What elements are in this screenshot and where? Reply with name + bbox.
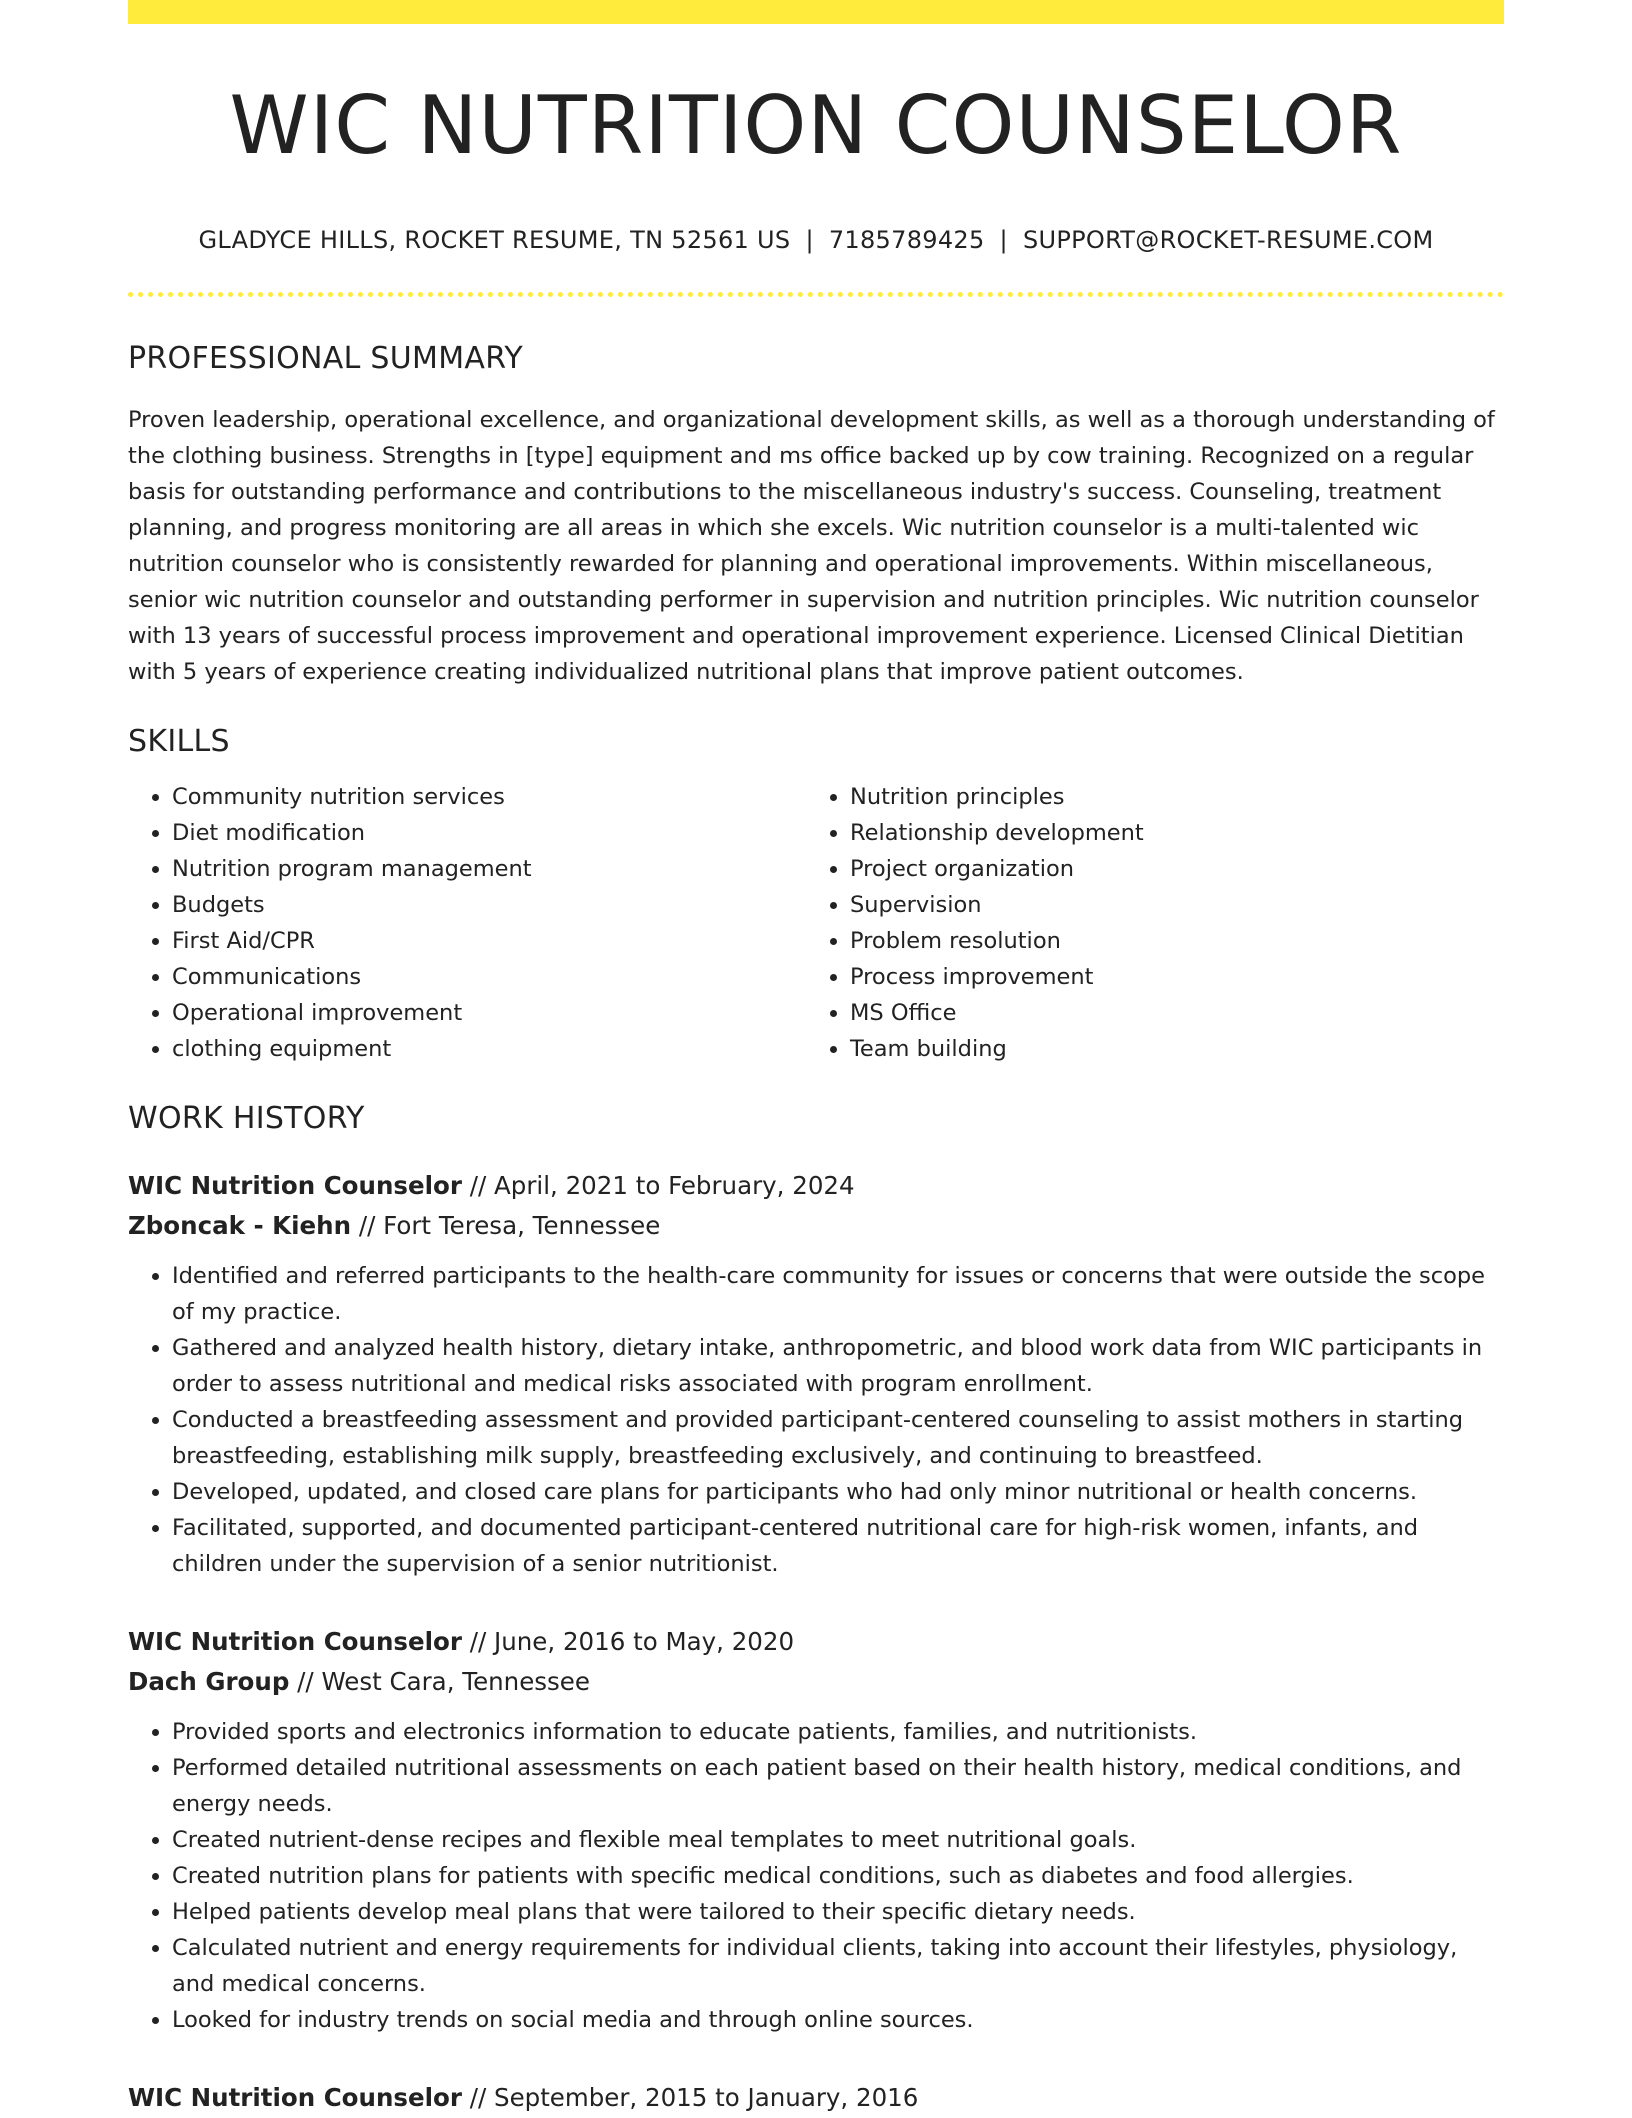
skill-item: • Nutrition program management — [172, 851, 806, 887]
job-separator: // — [461, 1627, 495, 1656]
job-bullet: • Created nutrient-dense recipes and flexible meal templates to meet nutritional goals. — [172, 1822, 1504, 1858]
skill-item: • Nutrition principles — [850, 779, 1484, 815]
job-location: West Cara, Tennessee — [321, 1667, 590, 1696]
job-title: WIC Nutrition Counselor — [128, 1171, 462, 1200]
summary-text: Proven leadership, operational excellence, and organizational development skills, as well as a thorough understanding of the clothing business. Strengths in [type] equipment and ms office backed up by cow training. Recognized on a regular basis for outstanding performance and contributions to the miscellaneous industry's success. Counseling, treatment planning, and progress monitoring are all areas in which she excels. Wic nutrition counselor is a multi-talented wic nutrition counselor who is consistently rewarded for planning and operational improvements. Within miscellaneous, senior wic nutrition counselor and outstanding performer in supervision and nutrition principles. Wic nutrition counselor with 13 years of successful process improvement and operational improvement experience. Licensed Clinical Dietitian with 5 years of experience creating individualized nutritional plans that improve patient outcomes. — [128, 407, 1495, 685]
contact-phone: 7185789425 — [828, 226, 985, 254]
job-bullet: • Facilitated, supported, and documented participant-centered nutritional care for high-risk women, infants, and children under the supervision of a senior nutritionist. — [172, 1510, 1504, 1582]
job-company: Zboncak - Kiehn — [128, 1211, 352, 1240]
job-entry — [128, 1166, 1504, 1582]
job-separator: // — [289, 1667, 322, 1696]
job-bullet: • Conducted a breastfeeding assessment and provided participant-centered counseling to assist mothers in starting breastfeeding, establishing milk supply, breastfeeding exclusively, and continuing to breastfeed. — [172, 1402, 1504, 1474]
work-history-list — [128, 1166, 1504, 2118]
skill-item: • clothing equipment — [172, 1031, 806, 1067]
job-bullets — [128, 1714, 1504, 2038]
job-bullet: • Gathered and analyzed health history, dietary intake, anthropometric, and blood work data from WIC participants in order to assess nutritional and medical risks associated with program enrollment. — [172, 1330, 1504, 1402]
job-bullet: • Provided sports and electronics information to educate patients, families, and nutritionists. — [172, 1714, 1504, 1750]
job-bullet: • Looked for industry trends on social media and through online sources. — [172, 2002, 1504, 2038]
skill-item: • Operational improvement — [172, 995, 806, 1031]
skill-item: • MS Office — [850, 995, 1484, 1031]
job-dates: April, 2021 to February, 2024 — [494, 1171, 855, 1200]
summary-heading: PROFESSIONAL SUMMARY — [128, 341, 524, 376]
skill-item: • Supervision — [850, 887, 1484, 923]
job-separator: // — [461, 2083, 495, 2112]
job-bullets — [128, 1258, 1504, 1582]
job-entry — [128, 1622, 1504, 2038]
job-separator: // — [351, 1211, 384, 1240]
skill-item: • Process improvement — [850, 959, 1484, 995]
skills-column-left — [128, 779, 806, 1067]
job-bullet: • Performed detailed nutritional assessments on each patient based on their health history, medical conditions, and energy needs. — [172, 1750, 1504, 1822]
job-title-line — [128, 1622, 1504, 1662]
contact-separator: | — [805, 226, 814, 254]
job-title: WIC Nutrition Counselor — [128, 2083, 462, 2112]
skill-item: • Team building — [850, 1031, 1484, 1067]
work-history-heading: WORK HISTORY — [128, 1101, 365, 1136]
skill-item: • Diet modification — [172, 815, 806, 851]
job-bullet: • Helped patients develop meal plans that were tailored to their specific dietary needs. — [172, 1894, 1504, 1930]
job-company-line — [128, 1206, 1504, 1246]
job-bullet: • Developed, updated, and closed care plans for participants who had only minor nutritional or health concerns. — [172, 1474, 1504, 1510]
job-separator: // — [461, 1171, 495, 1200]
job-title-line — [128, 2078, 1504, 2118]
job-dates: June, 2016 to May, 2020 — [494, 1627, 795, 1656]
skill-item: • Project organization — [850, 851, 1484, 887]
job-bullet: • Created nutrition plans for patients with specific medical conditions, such as diabetes and food allergies. — [172, 1858, 1504, 1894]
skills-column-right — [806, 779, 1484, 1067]
job-title-line — [128, 1166, 1504, 1206]
contact-email: SUPPORT@ROCKET-RESUME.COM — [1022, 226, 1434, 254]
skills-heading: SKILLS — [128, 724, 230, 759]
job-bullet: • Calculated nutrient and energy requirements for individual clients, taking into account their lifestyles, physiology, and medical concerns. — [172, 1930, 1504, 2002]
job-company: Dach Group — [128, 1667, 290, 1696]
skill-item: • Communications — [172, 959, 806, 995]
job-company-line — [128, 1662, 1504, 1702]
job-dates: September, 2015 to January, 2016 — [494, 2083, 919, 2112]
skill-item: • Budgets — [172, 887, 806, 923]
contact-address: GLADYCE HILLS, ROCKET RESUME, TN 52561 US — [198, 226, 791, 254]
job-title: WIC Nutrition Counselor — [128, 1627, 462, 1656]
skill-item: • Relationship development — [850, 815, 1484, 851]
skill-item: • Problem resolution — [850, 923, 1484, 959]
resume-title: WIC NUTRITION COUNSELOR — [229, 79, 1403, 172]
skills-list — [128, 779, 1504, 1067]
job-entry — [128, 2078, 1504, 2118]
contact-separator: | — [999, 226, 1008, 254]
skill-item: • Community nutrition services — [172, 779, 806, 815]
resume-page — [128, 0, 1504, 2118]
accent-top-bar — [128, 0, 1504, 24]
skill-item: • First Aid/CPR — [172, 923, 806, 959]
job-location: Fort Teresa, Tennessee — [383, 1211, 661, 1240]
dotted-divider — [128, 292, 1504, 297]
contact-line — [128, 226, 1504, 254]
job-bullet: • Identified and referred participants to the health-care community for issues or concerns that were outside the scope of my practice. — [172, 1258, 1504, 1330]
